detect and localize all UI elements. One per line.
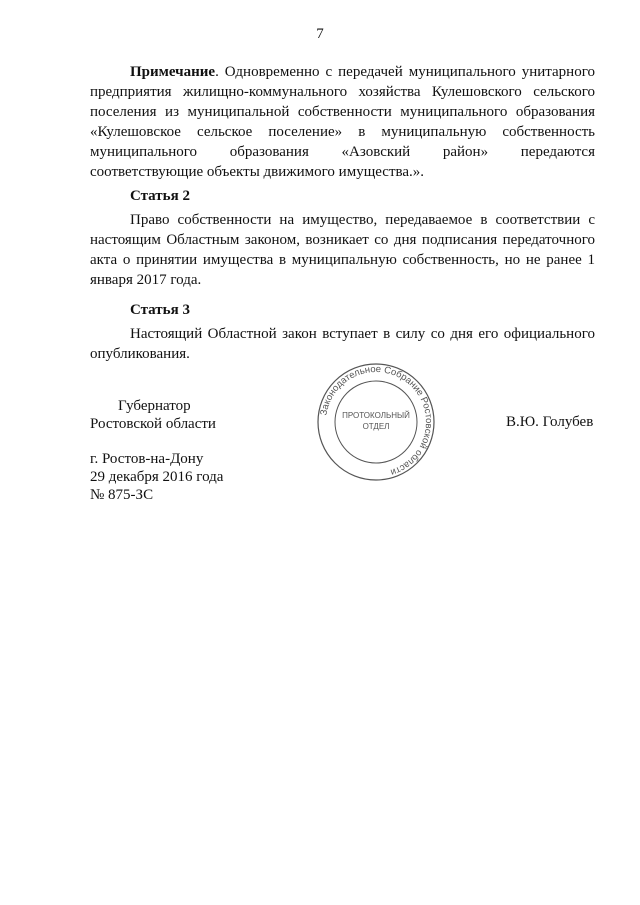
document-meta bbox=[90, 450, 223, 504]
article-2-heading: Статья 2 bbox=[130, 188, 190, 204]
article-3-section bbox=[90, 324, 595, 364]
stamp-inner-line1: ПРОТОКОЛЬНЫЙ bbox=[342, 411, 410, 420]
signatory-title bbox=[90, 397, 216, 433]
stamp-outer-text: Законодательное Собрание Ростовской области bbox=[318, 363, 435, 478]
stamp-inner-line2: ОТДЕЛ bbox=[362, 422, 390, 431]
note-label: Примечание bbox=[130, 64, 216, 80]
meta-city: г. Ростов-на-Дону bbox=[90, 451, 204, 467]
note-paragraph bbox=[90, 62, 595, 182]
article-3-text: Настоящий Областной закон вступает в силу со дня его официального опубликования. bbox=[90, 326, 595, 362]
note-text: . Одновременно с передачей муниципального унитарного предприятия жилищно-коммунального хозяйства Кулешовского сельского поселения из муниципальной собственности муниципального образования «Кулешовское сельское поселение» в муниципальную собственность муниципального образования «Азовский район» передаются соответствующие объекты движимого имущества.». bbox=[90, 64, 595, 180]
article-2-section bbox=[90, 210, 595, 290]
signatory-title-line2: Ростовской области bbox=[90, 416, 216, 432]
article-3-heading: Статья 3 bbox=[130, 302, 190, 318]
meta-date: 29 декабря 2016 года bbox=[90, 469, 224, 485]
note-section bbox=[90, 62, 595, 182]
meta-number: № 875-ЗС bbox=[90, 487, 154, 503]
page-number: 7 bbox=[316, 26, 324, 42]
signatory-title-line1: Губернатор bbox=[118, 398, 191, 414]
official-stamp bbox=[316, 362, 436, 482]
article-2-text: Право собственности на имущество, передаваемое в соответствии с настоящим Областным законом, возникает со дня подписания передаточного акта о принятии имущества в муниципальную собственность, но не ранее 1 января 2017 года. bbox=[90, 212, 595, 288]
signatory-name: В.Ю. Голубев bbox=[506, 414, 594, 430]
